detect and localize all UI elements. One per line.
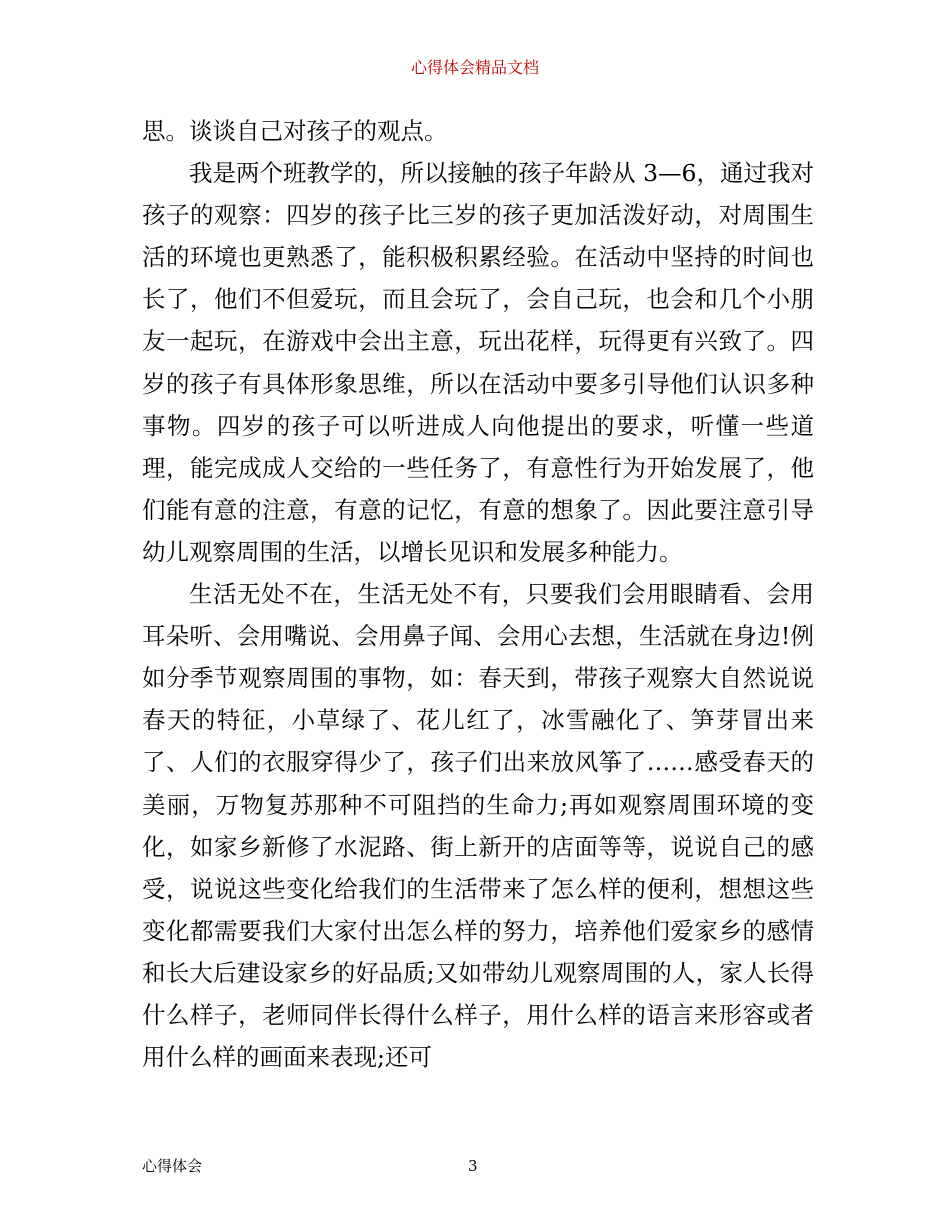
paragraph-life-everywhere: 生活无处不在，生活无处不有，只要我们会用眼睛看、会用耳朵听、会用嘴说、会用鼻子闻、会用心去想，生活就在身边!例如分季节观察周围的事物，如：春天到，带孩子观察大自然说说春天的特征，小草绿了、花儿红了，冰雪融化了、笋芽冒出来了、人们的衣服穿得少了，孩子们出来放风筝了……感受春天的美丽，万物复苏那种不可阻挡的生命力;再如观察周围环境的变化，如家乡新修了水泥路、街上新开的店面等等，说说自己的感受，说说这些变化给我们的生活带来了怎么样的便利，想想这些变化都需要我们大家付出怎么样的努力，培养他们爱家乡的感情和长大后建设家乡的好品质;又如带幼儿观察周围的人，家人长得什么样子，老师同伴长得什么样子，用什么样的语言来形容或者用什么样的画面来表现;还可 [142, 580, 814, 1072]
page-header-title: 心得体会精品文档 [410, 58, 539, 77]
paragraph-continuation: 思。谈谈自己对孩子的观点。 [142, 117, 448, 145]
document-body [142, 110, 814, 1078]
paragraph-children-observation: 我是两个班教学的，所以接触的孩子年龄从 3—6，通过我对孩子的观察：四岁的孩子比三岁的孩子更加活泼好动，对周围生活的环境也更熟悉了，能积极积累经验。在活动中坚持的时间也长了，他们不但爱玩，而且会玩了，会自己玩，也会和几个小朋友一起玩，在游戏中会出主意，玩出花样，玩得更有兴致了。四岁的孩子有具体形象思维，所以在活动中要多引导他们认识多种事物。四岁的孩子可以听进成人向他提出的要求，听懂一些道理，能完成成人交给的一些任务了，有意性行为开始发展了，他们能有意的注意，有意的记忆，有意的想象了。因此要注意引导幼儿观察周围的生活，以增长见识和发展多种能力。 [142, 159, 814, 566]
footer-label: 心得体会 [142, 1157, 203, 1175]
page-number: 3 [468, 1157, 478, 1175]
